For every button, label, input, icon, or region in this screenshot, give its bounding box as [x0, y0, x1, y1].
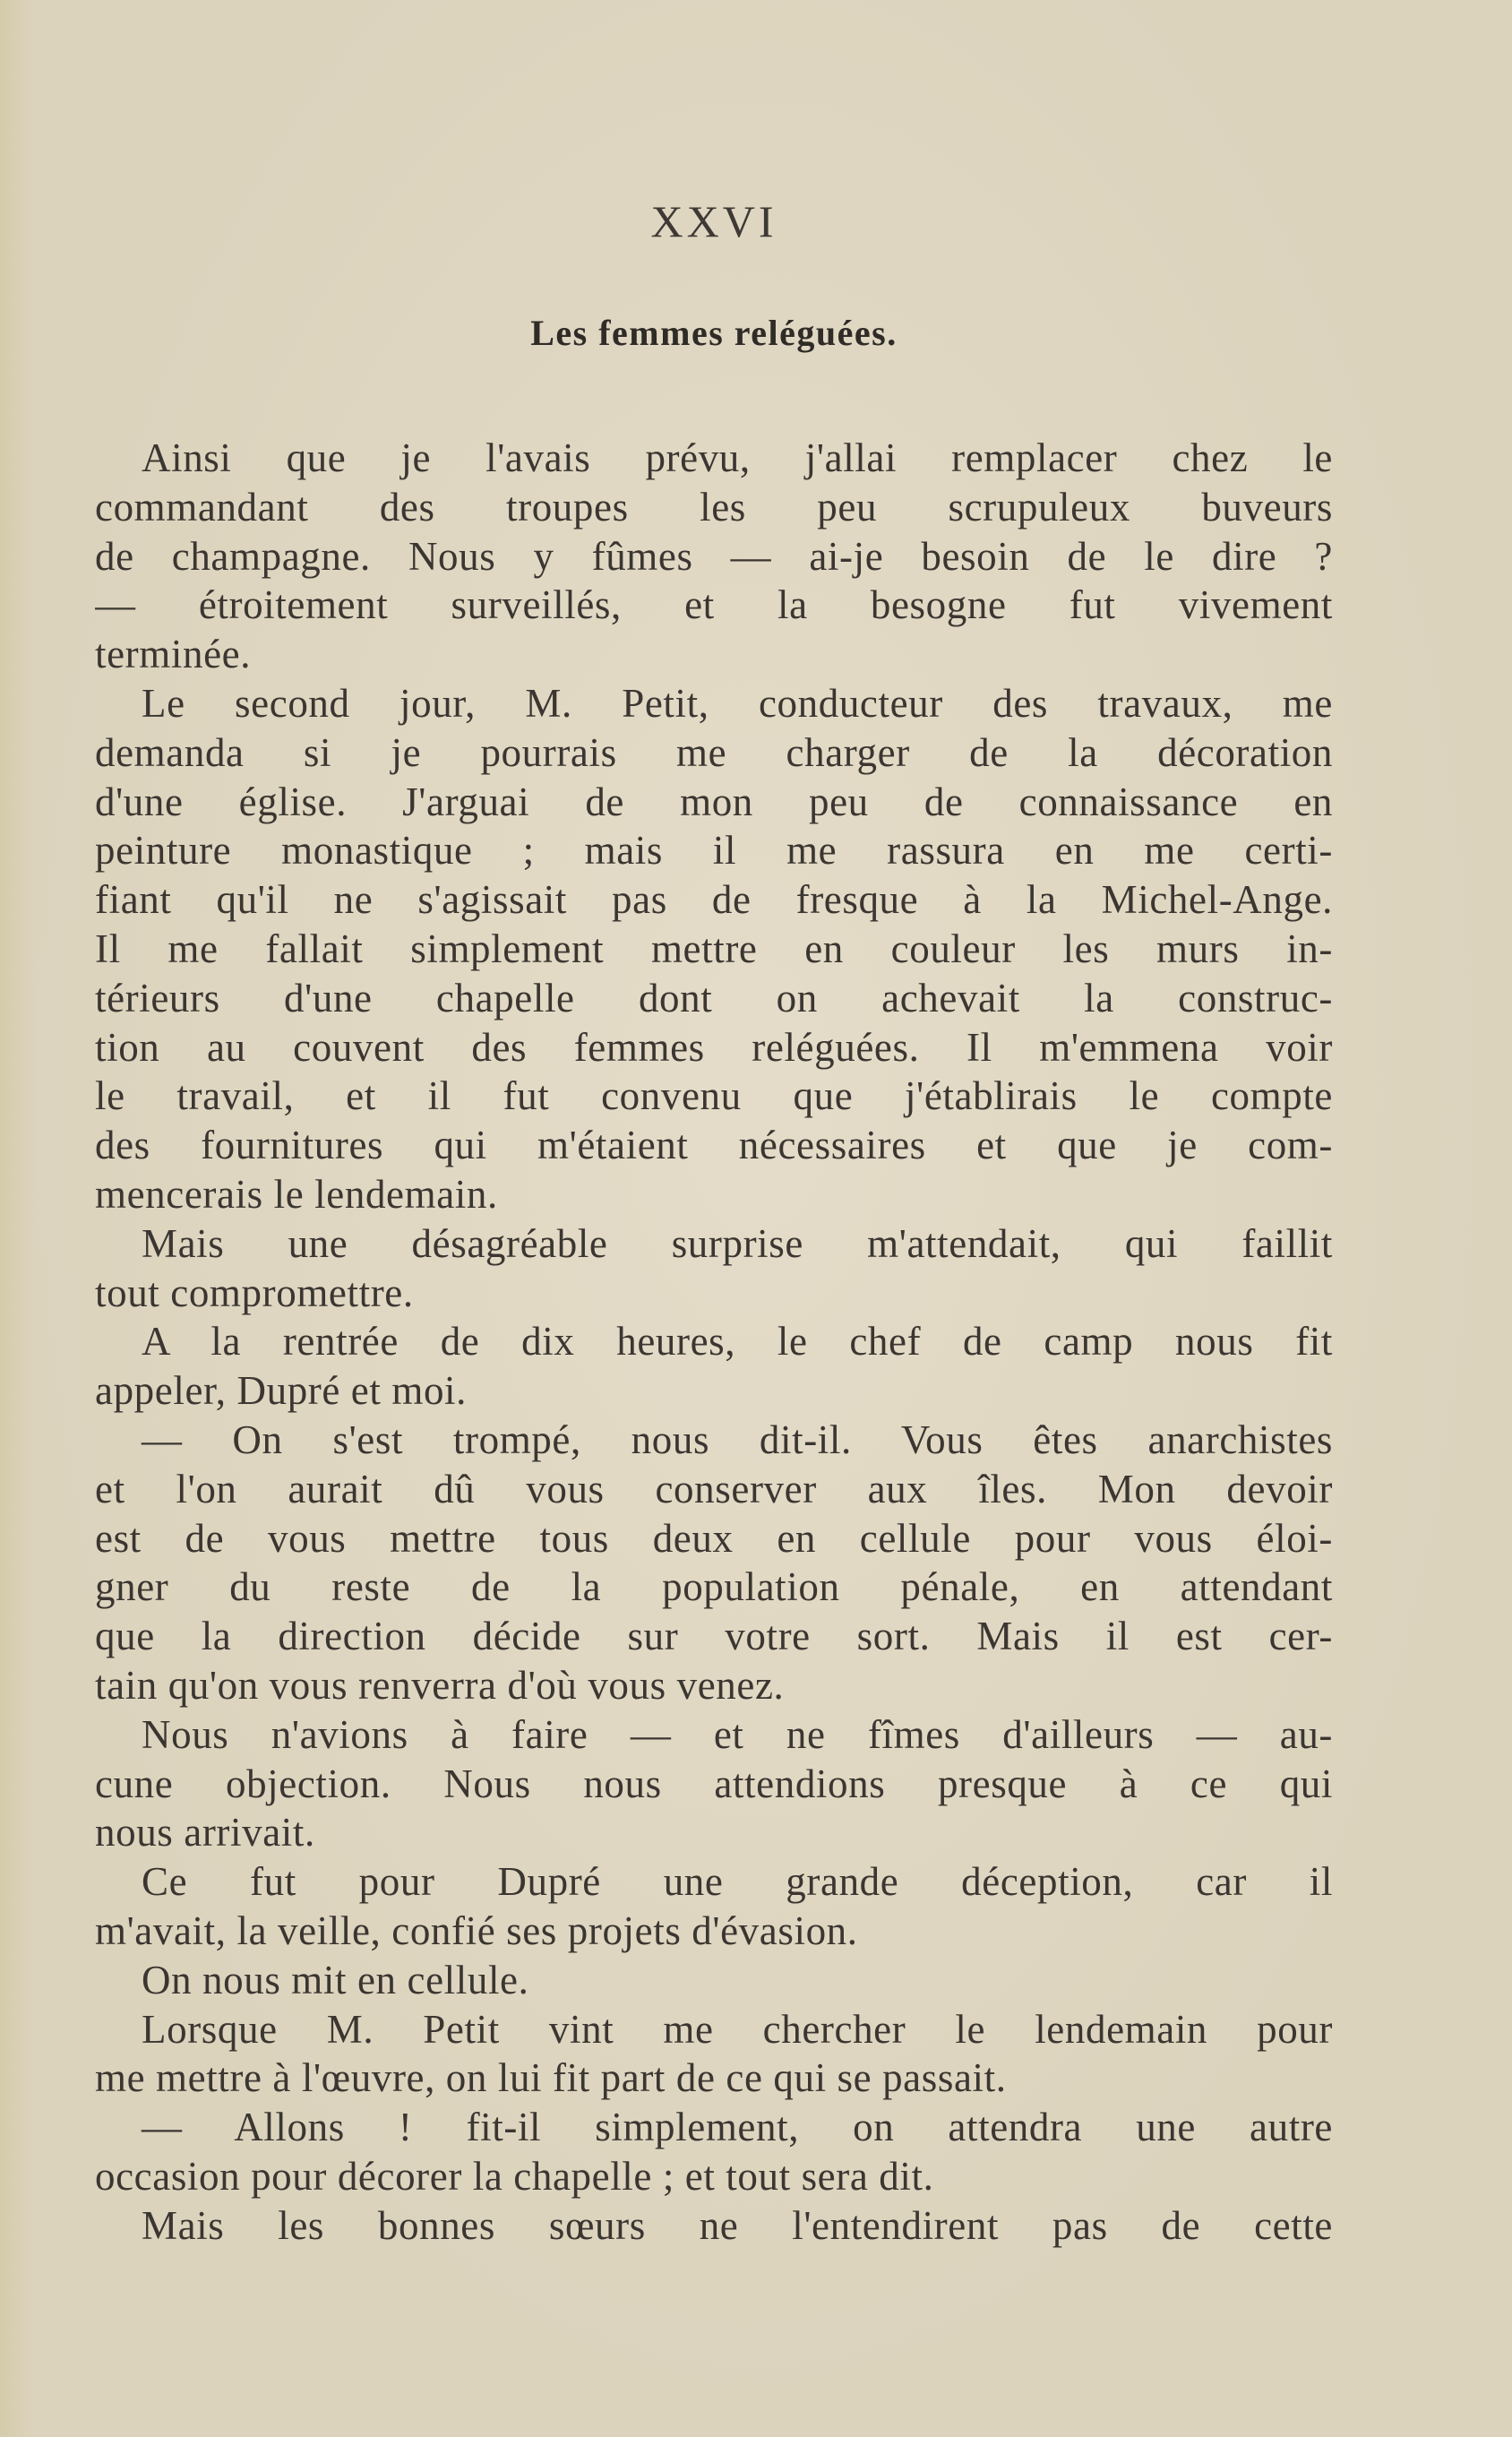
- text-line: Lorsque M. Petit vint me chercher le lendemain pour: [142, 2006, 1333, 2052]
- text-line: est de vous mettre tous deux en cellule pour vous éloi-: [95, 1515, 1333, 1561]
- text-line: fiant qu'il ne s'agissait pas de fresque à la Michel-Ange.: [95, 877, 1333, 923]
- text-line: Mais les bonnes sœurs ne l'entendirent pas de cette: [142, 2202, 1333, 2248]
- body-text: [95, 434, 1333, 2250]
- text-line: nous arrivait.: [95, 1810, 315, 1856]
- text-line: Mais une désagréable surprise m'attendait, qui faillit: [142, 1220, 1333, 1266]
- text-line: On nous mit en cellule.: [142, 1957, 529, 2002]
- text-line: Nous n'avions à faire — et ne fîmes d'ailleurs — au-: [142, 1711, 1333, 1757]
- text-line: appeler, Dupré et moi.: [95, 1368, 467, 1414]
- text-line: A la rentrée de dix heures, le chef de camp nous fit: [142, 1319, 1333, 1365]
- text-line: m'avait, la veille, confié ses projets d'évasion.: [95, 1907, 858, 1953]
- text-line: me mettre à l'œuvre, on lui fit part de ce qui se passait.: [95, 2055, 1007, 2101]
- text-line: — On s'est trompé, nous dit-il. Vous êtes anarchistes: [142, 1417, 1333, 1462]
- text-line: cune objection. Nous nous attendions presque à ce qui: [95, 1761, 1333, 1806]
- text-line: terminée.: [95, 632, 252, 677]
- text-line: des fournitures qui m'étaient nécessaires et que je com-: [95, 1123, 1333, 1168]
- text-line: et l'on aurait dû vous conserver aux îles. Mon devoir: [95, 1466, 1333, 1511]
- text-line: occasion pour décorer la chapelle ; et tout sera dit.: [95, 2153, 934, 2199]
- text-line: gner du reste de la population pénale, en attendant: [95, 1564, 1333, 1610]
- text-line: térieurs d'une chapelle dont on achevait la construc-: [95, 975, 1333, 1020]
- text-line: Il me fallait simplement mettre en couleur les murs in-: [95, 926, 1333, 971]
- text-line: — Allons ! fit-il simplement, on attendra une autre: [142, 2105, 1333, 2150]
- text-line: tion au couvent des femmes reléguées. Il m'emmena voir: [95, 1024, 1333, 1070]
- text-line: Ce fut pour Dupré une grande déception, car il: [142, 1859, 1333, 1905]
- book-page: [95, 0, 1333, 2437]
- text-line: que la direction décide sur votre sort. Mais il est cer-: [95, 1614, 1333, 1659]
- text-line: — étroitement surveillés, et la besogne fut vivement: [95, 582, 1333, 628]
- text-line: demanda si je pourrais me charger de la décoration: [95, 729, 1333, 775]
- text-line: commandant des troupes les peu scrupuleux buveurs: [95, 484, 1333, 530]
- text-line: tout compromettre.: [95, 1270, 414, 1315]
- chapter-number: XXVI: [650, 196, 777, 246]
- text-line: Ainsi que je l'avais prévu, j'allai remplacer chez le: [142, 435, 1333, 480]
- text-line: d'une église. J'arguai de mon peu de connaissance en: [95, 779, 1333, 824]
- text-line: Le second jour, M. Petit, conducteur des travaux, me: [142, 680, 1333, 726]
- text-line: tain qu'on vous renverra d'où vous venez.: [95, 1662, 785, 1708]
- text-line: peinture monastique ; mais il me rassura en me certi-: [95, 828, 1333, 874]
- text-line: de champagne. Nous y fûmes — ai-je besoin de le dire ?: [95, 533, 1333, 579]
- text-line: mencerais le lendemain.: [95, 1171, 498, 1217]
- chapter-title: Les femmes reléguées.: [530, 313, 898, 353]
- text-line: le travail, et il fut convenu que j'établirais le compte: [95, 1073, 1333, 1119]
